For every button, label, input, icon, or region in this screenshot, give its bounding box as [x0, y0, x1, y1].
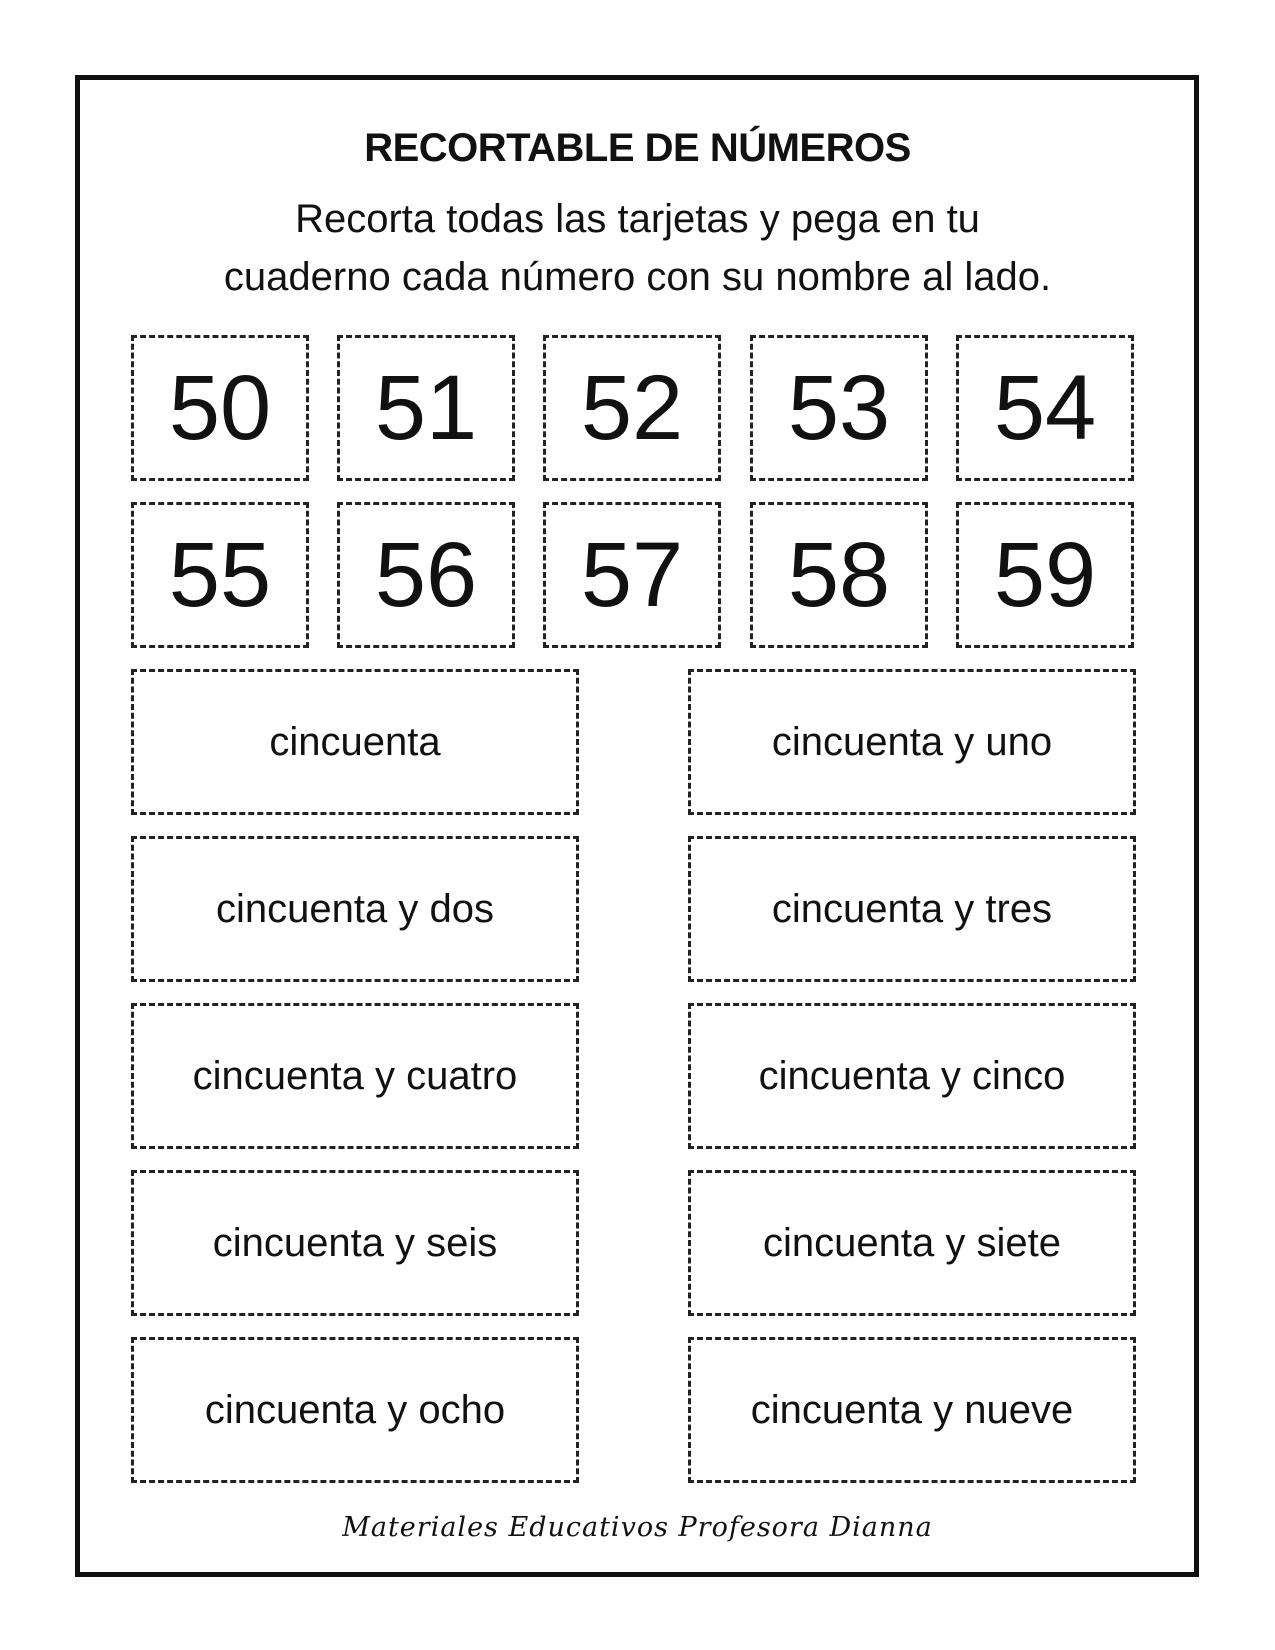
instructions-line-2: cuaderno cada número con su nombre al lado. [223, 255, 1052, 299]
word-card-cincuenta-y-cinco: cincuenta y cinco [688, 1003, 1136, 1149]
word-card-cincuenta-y-tres: cincuenta y tres [688, 836, 1136, 982]
word-card-cincuenta-y-uno: cincuenta y uno [688, 669, 1136, 815]
word-card-cincuenta-y-ocho: cincuenta y ocho [131, 1337, 579, 1483]
worksheet-instructions [0, 190, 1275, 306]
number-card-59: 59 [956, 502, 1134, 648]
number-card-57: 57 [543, 502, 721, 648]
number-card-51: 51 [337, 335, 515, 481]
number-card-58: 58 [750, 502, 928, 648]
number-card-55: 55 [131, 502, 309, 648]
instructions-line-1: Recorta todas las tarjetas y pega en tu [295, 197, 980, 241]
number-card-56: 56 [337, 502, 515, 648]
worksheet-title: RECORTABLE DE NÚMEROS [364, 126, 911, 170]
word-card-cincuenta-y-dos: cincuenta y dos [131, 836, 579, 982]
number-card-53: 53 [750, 335, 928, 481]
footer-credit: Materiales Educativos Profesora Dianna [342, 1512, 933, 1543]
word-card-cincuenta: cincuenta [131, 669, 579, 815]
word-card-cincuenta-y-siete: cincuenta y siete [688, 1170, 1136, 1316]
number-card-50: 50 [131, 335, 309, 481]
word-card-cincuenta-y-cuatro: cincuenta y cuatro [131, 1003, 579, 1149]
number-card-54: 54 [956, 335, 1134, 481]
word-card-cincuenta-y-seis: cincuenta y seis [131, 1170, 579, 1316]
word-card-cincuenta-y-nueve: cincuenta y nueve [688, 1337, 1136, 1483]
number-card-52: 52 [543, 335, 721, 481]
